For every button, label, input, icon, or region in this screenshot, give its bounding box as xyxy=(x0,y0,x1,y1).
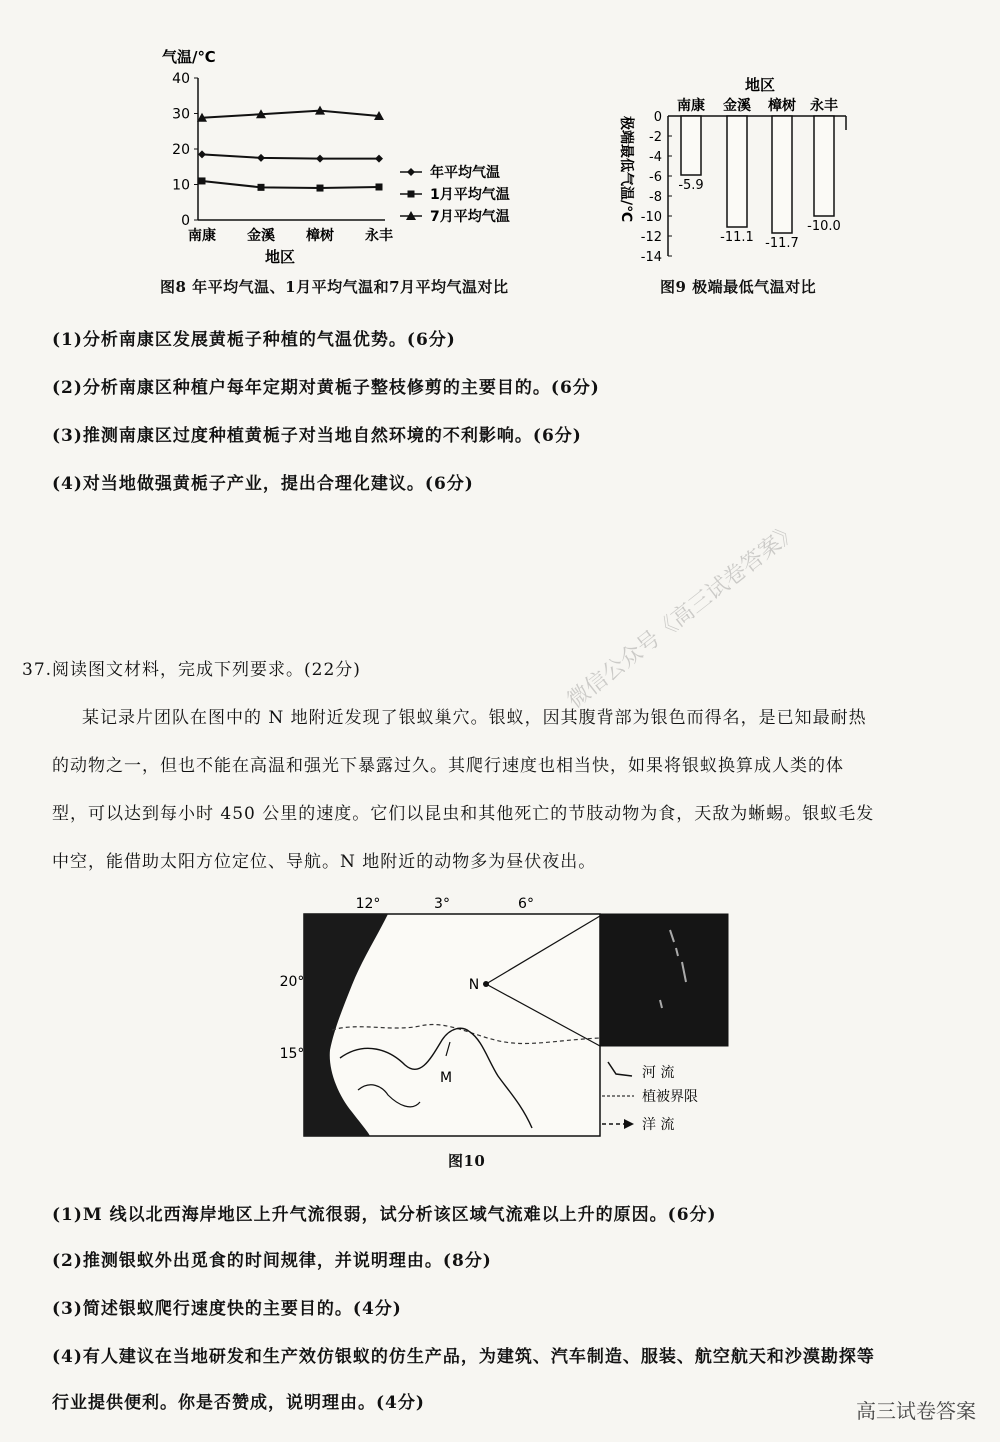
point-marker xyxy=(258,184,265,191)
point-marker xyxy=(257,154,265,162)
y-axis-label: 气温/℃ xyxy=(162,48,216,66)
question-37-2: (2)推测银蚁外出觅食的时间规律，并说明理由。(8分) xyxy=(52,1251,492,1271)
material-line-2: 的动物之一，但也不能在高温和强光下暴露过久。其爬行速度也相当快，如果将银蚁换算成人类的体 xyxy=(52,756,844,776)
point-marker xyxy=(375,155,383,163)
bar-value-label: -11.7 xyxy=(765,236,799,251)
material-line-3: 型，可以达到每小时 450 公里的速度。它们以昆虫和其他死亡的节肢动物为食，天敌为蜥蜴。银蚁毛发 xyxy=(52,804,875,824)
point-marker xyxy=(316,155,324,163)
question-37-4a: (4)有人建议在当地研发和生产效仿银蚁的仿生产品，为建筑、汽车制造、服装、航空航天和沙漠勘探等 xyxy=(52,1347,875,1367)
point-marker xyxy=(317,185,324,192)
y-tick-label: 30 xyxy=(172,106,190,123)
point-marker xyxy=(199,177,206,184)
category-label: 金溪 xyxy=(723,98,751,114)
series-line xyxy=(202,111,379,118)
point-n-label: N xyxy=(468,977,480,993)
y-tick-label: 10 xyxy=(172,177,190,194)
x-tick-label: 樟树 xyxy=(306,228,334,244)
x-axis-label: 地区 xyxy=(744,76,776,94)
lon-label-2: 3° xyxy=(434,896,450,912)
y-axis-label: 极端最低气温/℃ xyxy=(618,116,634,223)
point-marker xyxy=(376,183,383,190)
current-arrow-icon xyxy=(624,1119,634,1129)
series-line xyxy=(202,154,379,158)
watermark: 微信公众号《高三试卷答案》 xyxy=(563,517,804,714)
legend-label: 7月平均气温 xyxy=(430,209,510,225)
question-37-4b: 行业提供便利。你是否赞成，说明理由。(4分) xyxy=(52,1393,425,1413)
material-line-4: 中空，能借助太阳方位定位、导航。N 地附近的动物多为昼伏夜出。 xyxy=(52,852,597,872)
point-marker xyxy=(407,168,415,176)
lon-label-3: 6° xyxy=(518,896,534,912)
y-tick-label: -14 xyxy=(640,250,662,265)
bar xyxy=(681,116,701,175)
x-tick-label: 金溪 xyxy=(247,228,275,244)
legend-label: 1月平均气温 xyxy=(430,187,510,203)
y-tick-label: -10 xyxy=(640,210,662,225)
point-m-label: M xyxy=(439,1070,453,1086)
question-36-2: (2)分析南康区种植户每年定期对黄栀子整枝修剪的主要目的。(6分) xyxy=(52,378,600,398)
y-tick-label: -6 xyxy=(649,170,662,185)
series-line xyxy=(202,181,379,188)
question-37-1: (1)M 线以北西海岸地区上升气流很弱，试分析该区域气流难以上升的原因。(6分) xyxy=(52,1205,717,1225)
figure-10-caption: 图10 xyxy=(448,1152,486,1170)
lat-label-1: 20° xyxy=(279,974,305,990)
y-tick-label: -8 xyxy=(649,190,662,205)
category-label: 南康 xyxy=(677,98,705,114)
category-label: 樟树 xyxy=(768,98,796,114)
lat-label-2: 15° xyxy=(279,1046,305,1062)
question-37-3: (3)简述银蚁爬行速度快的主要目的。(4分) xyxy=(52,1299,402,1319)
x-tick-label: 南康 xyxy=(188,228,216,244)
bar-value-label: -11.1 xyxy=(720,230,754,245)
figure-8-line-chart xyxy=(150,40,550,265)
y-tick-label: 0 xyxy=(181,213,190,229)
material-line-1: 某记录片团队在图中的 N 地附近发现了银蚁巢穴。银蚁，因其腹背部为银色而得名，是已知最耐热 xyxy=(82,708,867,728)
bar-value-label: -10.0 xyxy=(807,219,841,234)
footer-logo: 高三试卷答案 xyxy=(856,1399,976,1423)
bar xyxy=(727,116,747,227)
question-36-3: (3)推测南康区过度种植黄栀子对当地自然环境的不利影响。(6分) xyxy=(52,426,582,446)
figure-10-map xyxy=(270,890,740,1150)
question-36-1: (1)分析南康区发展黄栀子种植的气温优势。(6分) xyxy=(52,330,456,350)
figure-9-caption: 图9 极端最低气温对比 xyxy=(660,278,817,296)
bar xyxy=(772,116,792,233)
category-label: 永丰 xyxy=(810,98,838,114)
point-marker xyxy=(198,150,206,158)
question-37-title: 37.阅读图文材料，完成下列要求。(22分) xyxy=(22,660,361,680)
y-tick-label: -4 xyxy=(649,150,662,165)
figure-8-caption: 图8 年平均气温、1月平均气温和7月平均气温对比 xyxy=(160,278,509,296)
bar xyxy=(814,116,834,216)
y-tick-label: 0 xyxy=(653,110,662,125)
bar-value-label: -5.9 xyxy=(678,178,704,193)
x-axis-label: 地区 xyxy=(264,248,296,265)
y-tick-label: 40 xyxy=(172,71,190,87)
ant-photo xyxy=(600,914,728,1046)
y-tick-label: -2 xyxy=(649,130,662,145)
question-36-4: (4)对当地做强黄栀子产业，提出合理化建议。(6分) xyxy=(52,474,474,494)
y-tick-label: 20 xyxy=(172,142,190,158)
legend-current-label: 洋 流 xyxy=(642,1117,675,1133)
figure-9-bar-chart xyxy=(600,70,880,265)
x-tick-label: 永丰 xyxy=(365,228,393,244)
legend-label: 年平均气温 xyxy=(430,165,500,181)
legend-vegetation-label: 植被界限 xyxy=(642,1089,698,1105)
y-tick-label: -12 xyxy=(640,230,662,245)
point-marker xyxy=(408,191,415,198)
legend-river-label: 河 流 xyxy=(642,1065,675,1081)
lon-label-1: 12° xyxy=(355,896,381,912)
river-legend-icon xyxy=(608,1062,632,1076)
